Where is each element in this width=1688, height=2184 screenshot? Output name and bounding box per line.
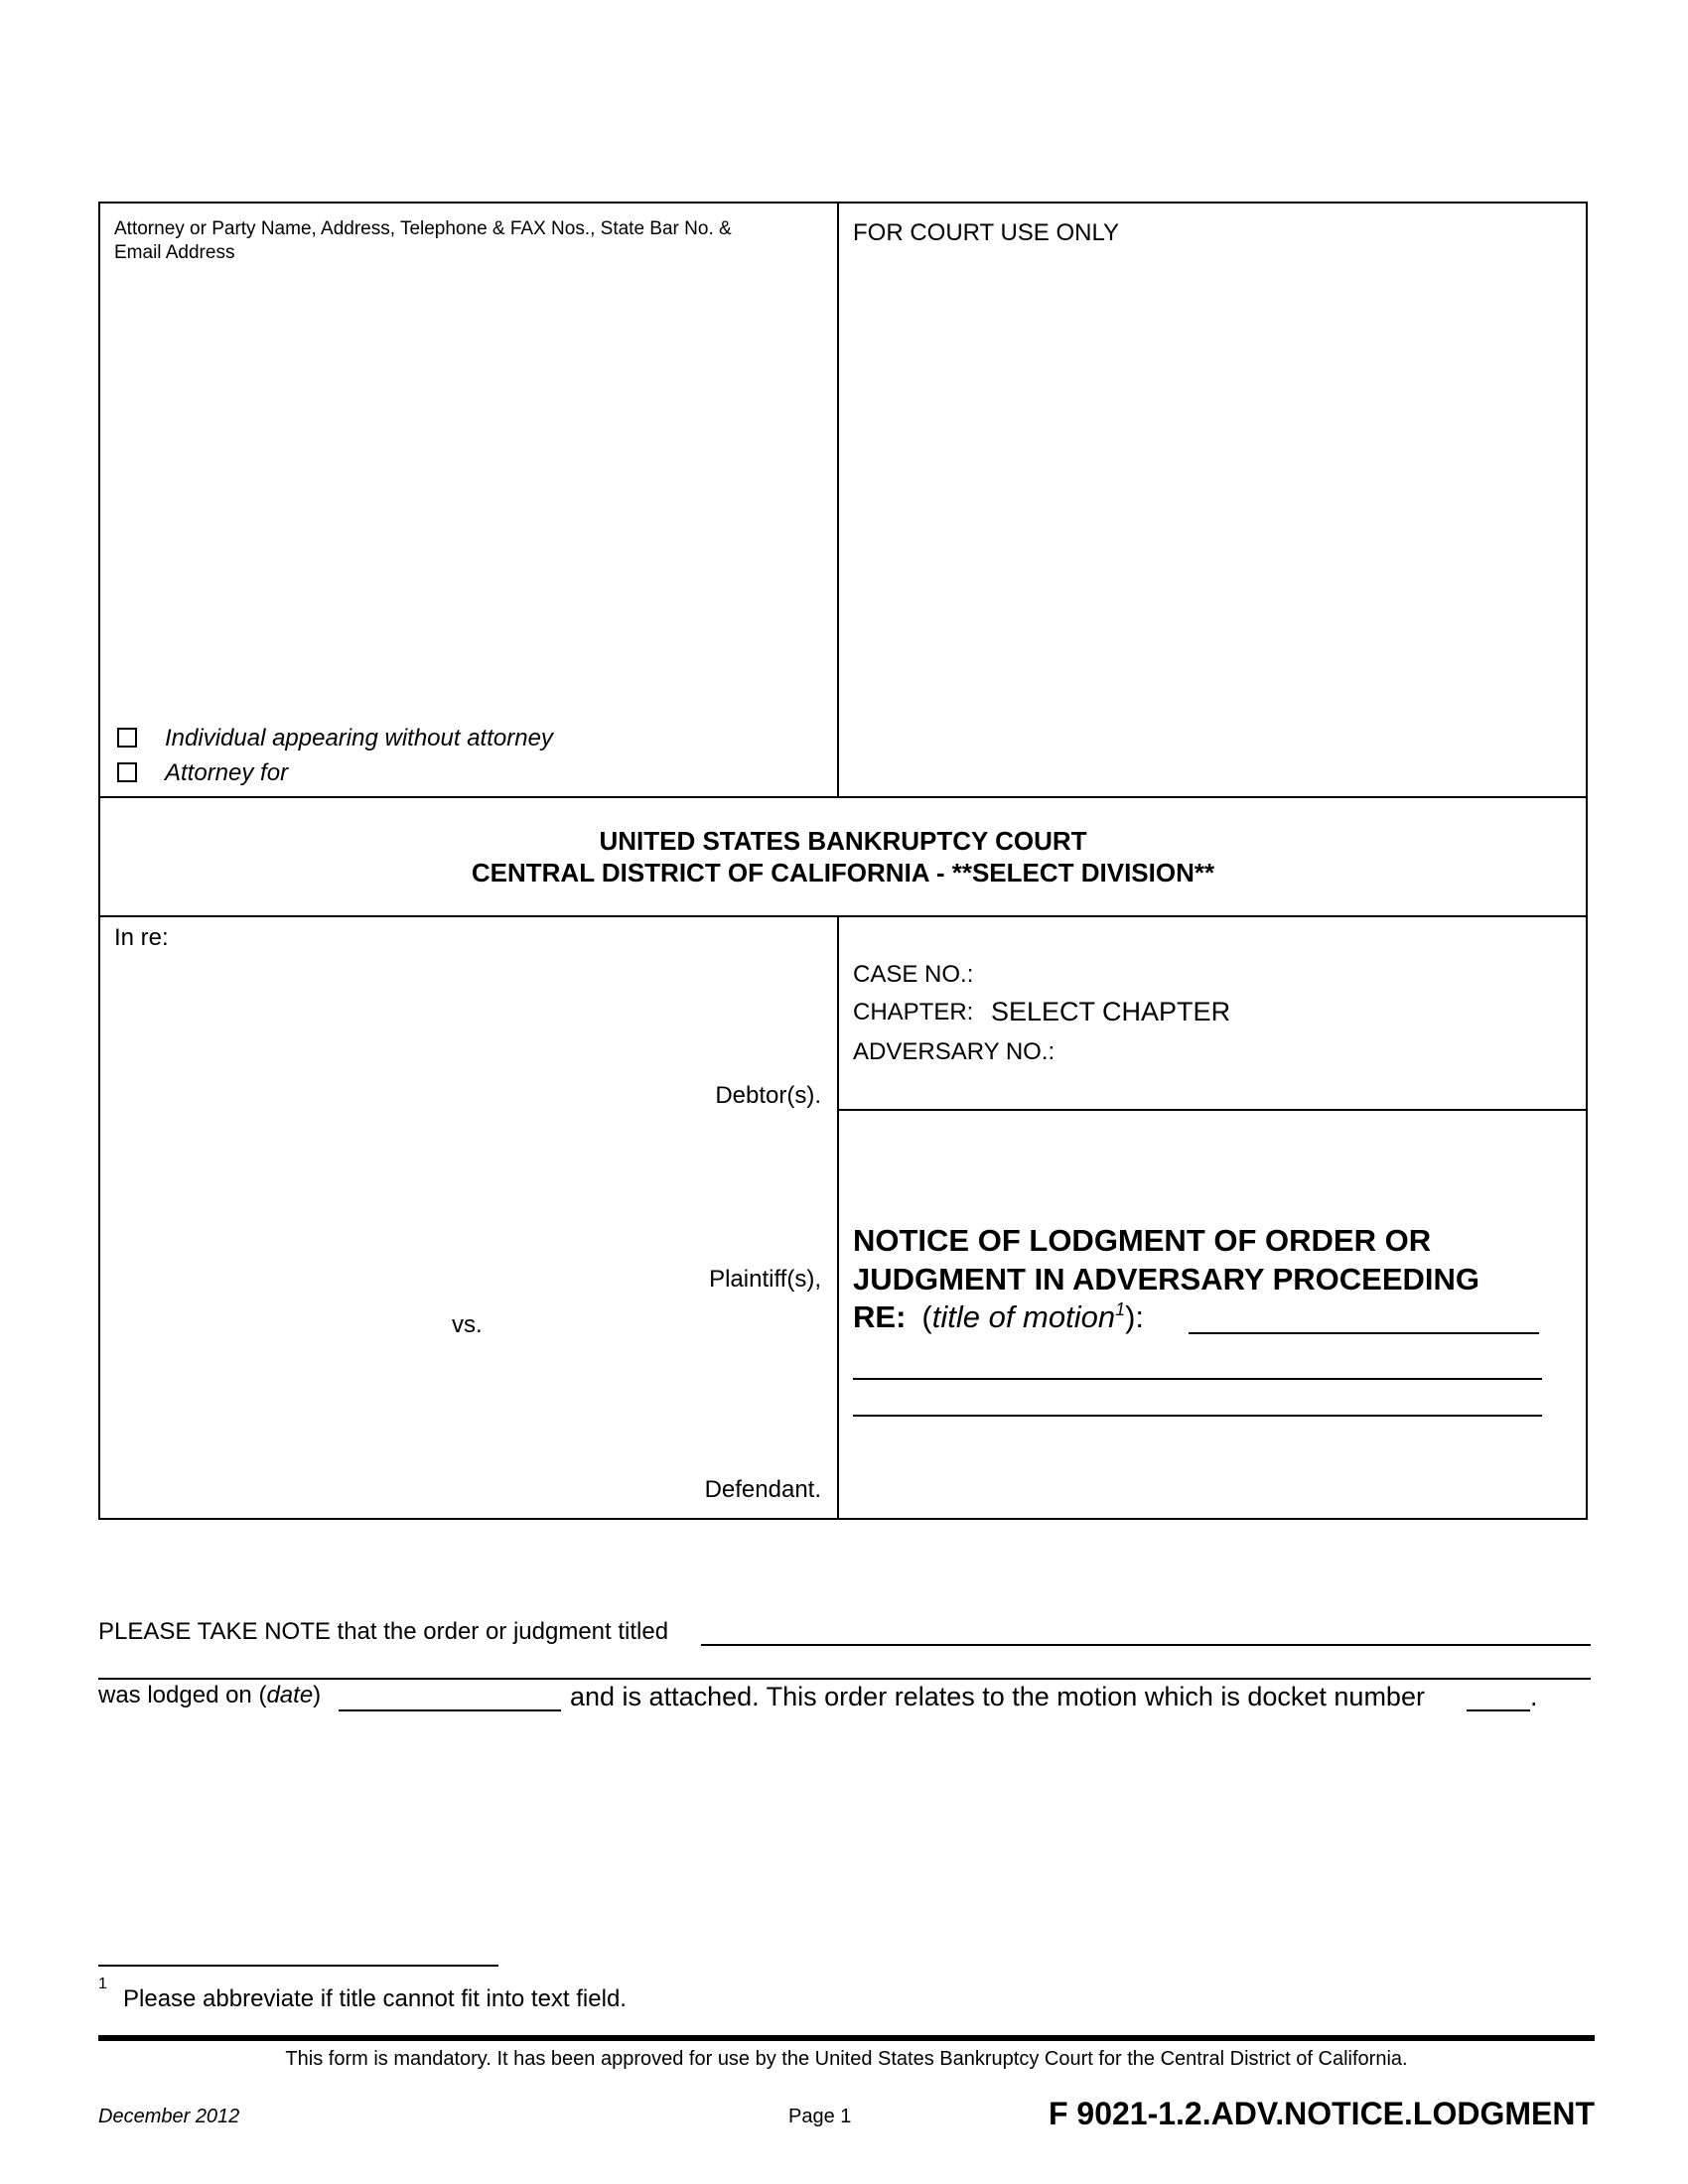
lodged-suffix: ) <box>313 1682 322 1708</box>
chapter-select[interactable]: SELECT CHAPTER <box>991 997 1231 1026</box>
chapter-label: CHAPTER: <box>853 999 974 1025</box>
plaintiffs-label: Plaintiff(s), <box>709 1266 821 1293</box>
order-title-field-continued[interactable] <box>98 1650 1591 1680</box>
footnote-separator <box>98 1965 498 1967</box>
form-title-line2: JUDGMENT IN ADVERSARY PROCEEDING <box>853 1262 1479 1297</box>
in-re-label: In re: <box>114 924 169 951</box>
lodged-prefix: was lodged on ( <box>98 1682 267 1708</box>
page-number: Page 1 <box>788 2106 852 2127</box>
footnote-reference: 1 <box>1115 1299 1126 1319</box>
individual-without-attorney-checkbox[interactable] <box>117 728 137 748</box>
case-info-divider <box>837 1109 1588 1111</box>
title-of-motion-label: title of motion <box>931 1299 1116 1334</box>
caption-vertical-divider <box>837 915 839 1519</box>
motion-open-paren: ( <box>921 1299 932 1334</box>
order-title-field[interactable] <box>701 1616 1591 1646</box>
re-label: RE: <box>853 1299 907 1334</box>
motion-title-field-3[interactable] <box>853 1387 1542 1417</box>
individual-without-attorney-label: Individual appearing without attorney <box>165 725 553 751</box>
form-date: December 2012 <box>98 2106 240 2127</box>
court-horizontal-divider <box>98 915 1588 917</box>
adversary-no-field[interactable] <box>1067 1036 1569 1066</box>
form-id: F 9021-1.2.ADV.NOTICE.LODGMENT <box>1048 2096 1595 2131</box>
vs-label: vs. <box>452 1311 483 1338</box>
court-name-line2 <box>98 860 1588 886</box>
motion-title-field-1[interactable] <box>1189 1302 1539 1334</box>
lodged-date-field[interactable] <box>339 1682 561 1711</box>
footnote-text: Please abbreviate if title cannot fit into text field. <box>123 1985 627 2012</box>
court-name-line1: UNITED STATES BANKRUPTCY COURT <box>599 826 1087 856</box>
form-title-line1: NOTICE OF LODGMENT OF ORDER OR <box>853 1223 1432 1258</box>
attached-text: and is attached. This order relates to the motion which is docket number <box>570 1682 1425 1711</box>
title-re-line <box>853 1300 1144 1332</box>
attorney-for-checkbox[interactable] <box>117 762 137 782</box>
motion-title-field-2[interactable] <box>853 1350 1542 1380</box>
header-horizontal-divider <box>98 796 1588 798</box>
attorney-info-label-line1: Attorney or Party Name, Address, Telephone & FAX Nos., State Bar No. & <box>114 218 732 239</box>
case-no-label: CASE NO.: <box>853 961 974 988</box>
defendant-label: Defendant. <box>704 1476 821 1503</box>
mandatory-notice: This form is mandatory. It has been approved for use by the United States Bankruptcy Court for the Central District of California. <box>285 2048 1408 2070</box>
lodged-on-text <box>98 1684 321 1707</box>
debtors-label: Debtor(s). <box>715 1082 821 1109</box>
lodged-date-word: date <box>266 1682 314 1708</box>
case-no-field[interactable] <box>983 959 1569 989</box>
attorney-for-label: Attorney for <box>165 759 289 786</box>
docket-number-field[interactable] <box>1467 1682 1530 1711</box>
footnote-number: 1 <box>98 1976 107 1992</box>
docket-period: . <box>1530 1682 1538 1711</box>
court-use-only-label: FOR COURT USE ONLY <box>853 219 1120 246</box>
attorney-info-field[interactable] <box>109 273 824 710</box>
division-select[interactable]: **SELECT DIVISION** <box>951 858 1215 887</box>
motion-close-paren: ): <box>1125 1299 1145 1334</box>
take-note-text: PLEASE TAKE NOTE that the order or judgment titled <box>98 1618 669 1645</box>
attorney-info-label-line2: Email Address <box>114 242 235 263</box>
header-vertical-divider <box>837 202 839 797</box>
footer-rule <box>98 2035 1595 2041</box>
adversary-no-label: ADVERSARY NO.: <box>853 1038 1055 1065</box>
district-label: CENTRAL DISTRICT OF CALIFORNIA - <box>471 858 952 887</box>
